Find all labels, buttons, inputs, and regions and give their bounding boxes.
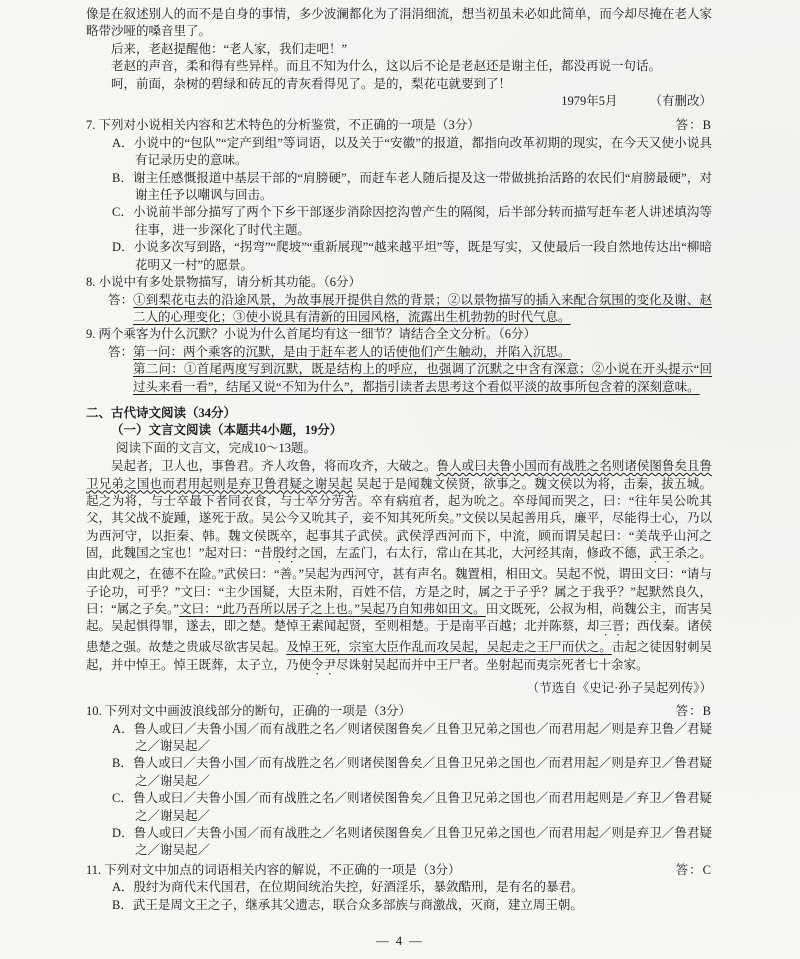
question-10-option-b [86,755,712,790]
passage-segment: 尽诛射吴起而并中王尸者。坐射起而夷宗死者七十余家。 [336,657,649,672]
question-10-option-d [86,825,712,860]
question-8 [86,274,712,326]
passage-segment: 吴起者，卫人也，事鲁君。齐人攻鲁，将而攻齐，大破之。 [111,459,437,474]
question-9-stem: 9. 两个乘客为什么沉默？小说为什么首尾均有这一细节？请结合全文分析。（6分） [86,327,537,342]
question-7-option-a [86,135,712,170]
option-label: D． [112,826,134,841]
passage-segment-dotted: 三晋 [599,619,625,634]
passage-segment-wavy: 鲁人或曰夫鲁小国而有战胜之名则诸侯图鲁矣且鲁卫兄弟之国也而君用起则是弃卫鲁君疑之谢吴起 [86,459,712,491]
option-label: B． [112,756,134,771]
section-2-heading: 二、古代诗文阅读（34分） [86,405,237,420]
question-11-stem: 11. 下列对文中加点的词语相关内容的解说，不正确的一项是（3分） [86,862,461,877]
page-number: — 4 — [376,933,424,948]
option-text: 小说中的“包队”“定产到组”等词语，以及关于“安徽”的报道，都指向改革初期的现实，在今天又使小说具有记录历史的意味。 [133,135,712,168]
question-11-option-b [86,897,712,914]
passage-segment-underlined: 及悼王死，宗室大臣作乱而攻吴起，吴起走之王尸而伏之。 [286,640,612,655]
question-10-stem: 10. 下列对文中画波浪线部分的断句，正确的一项是（3分） [86,704,412,719]
answer-prefix: 答： [108,292,134,307]
story-dateline [86,93,712,110]
question-8-stem: 8. 小说中有多处景物描写，请分析其功能。（6分） [86,275,362,290]
option-label: A． [112,721,134,736]
option-label: D． [112,240,134,255]
option-text: 小说多次写到路，“拐弯”“爬坡”“重新展现”“越来越平坦”等，既是写实，又使最后一段自然地传达出“柳暗花明又一村”的愿景。 [133,240,712,272]
question-10-answer-key: 答：B [675,704,712,719]
question-7-stem: 7. 下列对小说相关内容和艺术特色的分析鉴赏，不正确的一项是（3分） [86,118,480,133]
question-8-answer [86,292,712,327]
question-9 [86,326,712,396]
story-paragraph-1: 像是在叙述别人的而不是自身的事情，多少波澜都化为了涓涓细流，想当初虽未必如此简单，而今却尽掩在老人家略带沙哑的嗓音里了。 [86,7,712,39]
option-text: 鲁人或曰／夫鲁小国／而有战胜之名／则诸侯图鲁矣／且鲁卫兄弟之国也／而君用起／则是弃卫鲁／君疑之／谢吴起／ [133,721,712,754]
question-9-answer-2 [86,361,712,396]
classical-passage [86,458,712,678]
option-label: C． [112,205,134,220]
question-10-option-c [86,790,712,825]
option-label: B． [112,170,134,185]
story-date: 1979年5月 [561,94,618,109]
question-7-answer-key: 答：B [675,118,712,133]
option-text: 鲁人或曰／夫鲁小国／而有战胜之名／则诸侯图鲁矣／且鲁卫兄弟之国也／而君用起则是／弃卫／鲁君疑之／谢吴起／ [133,791,712,823]
option-text: 鲁人或曰／夫鲁小国／而有战胜之名／则诸侯图鲁矣／且鲁卫兄弟之国也／而君用起／则是弃卫／鲁君疑之／谢吴起／ [133,756,712,788]
option-label: B． [112,897,133,912]
question-11 [86,862,712,914]
passage-segment-underlined: 文曰：“此乃吾所以居子之上也。”吴起乃自知弗如田文。 [178,602,486,616]
answer-text: 第一问：两个乘客的沉默，是由于赶车老人的话使他们产生触动，并陷入沉思。 [133,344,571,359]
question-7-option-d [86,239,712,274]
answer-prefix: 答： [108,344,134,359]
passage-segment: 田文既死，公叔为相，尚魏公主，而害吴起。吴起惧得罪，遂去，即之楚。楚悼王素闻起贤，至则相楚。于是南平百越；北并陈蔡，却 [86,602,712,634]
passage-segment-dotted: 殷纣 [272,546,298,561]
story-paragraph-4: 呵，前面，杂树的碧绿和砖瓦的青灰看得见了。是的，梨花屯就要到了！ [111,76,512,91]
option-text: 殷纣为商代末代国君，在位期间统治失控，好酒淫乐，暴敛酷刑，是有名的暴君。 [133,880,584,895]
passage-segment: ；西伐秦。诸侯患楚之强。故楚之贵戚尽欲害吴起。 [86,619,712,655]
story-paragraph-2: 后来，老赵提醒他：“老人家，我们走吧！” [111,41,348,56]
option-text: 小说前半部分描写了两个下乡干部逐步消除因挖沟曾产生的隔阂，后半部分转而描写赶车老人讲述填沟等往事，进一步深化了时代主题。 [133,205,712,237]
question-10 [86,703,712,860]
section-2-subheading: （一）文言文阅读（本题共4小题，19分） [111,423,343,438]
passage-segment: 吴起于是闻魏文侯贤，欲事之。魏文侯以为将，击秦，拔五城。起之为将，与士卒最下者同衣食，与士卒分劳苦。卒有病疽者，起为吮之。卒母闻而哭之，曰：“往年吴公吮其父，其父战不旋踵，遂死于敌。吴公今又吮其子，妾不知其死所矣。”文侯以吴起善用兵，廉平，尽能得士心，乃以为西河守，以拒秦、韩。魏文侯既卒，起事其子武侯。武侯浮西河而下，中流，顾而谓吴起曰：“美哉乎山河之固，此魏国之宝也！”起对曰：“昔 [86,476,712,561]
question-7-option-c [86,204,712,239]
option-text: 鲁人或曰／夫鲁小国／而有战胜之／名则诸侯图鲁矣／且鲁卫兄弟之国也／而君用起／则是弃卫／鲁君疑之／谢吴起／ [133,826,712,858]
passage-segment: 杀之。由此观之，在德不在险。”武侯曰：“善。”吴起为西河守，甚有声名。魏置相，相田文。吴起不悦，谓田文曰：“请与子论功，可乎？”文曰：“主少国疑，大臣未附，百姓不信，方是之时，属之于子乎？属之于我乎？”起默然良久，曰：“属之子矣。” [86,546,712,616]
passage-segment-dotted: 武王 [649,546,675,561]
passage-source: （节选自《史记·孙子吴起列传》） [526,680,712,695]
passage-segment: 击起之徒因射刺吴起，并中悼王。悼王既葬，太子立，乃使 [86,640,712,672]
option-label: A． [112,880,134,895]
story-paragraph-3: 老赵的声音，柔和得有些异样。而且不知为什么，这以后不论是老赵还是谢主任，都没再说一句话。 [111,59,662,74]
option-label: A． [112,135,134,150]
story-edit-note: （有删改） [649,94,712,109]
option-label: C． [112,791,134,806]
section-2-instruction: 阅读下面的文言文，完成10～13题。 [116,440,317,455]
option-text: 武王是周文王之子，继承其父遗志，联合众多部族与商激战，灭商，建立周王朝。 [132,897,583,912]
option-text: 谢主任感慨报道中基层干部的“肩膀硬”，而赶车老人随后提及这一带做挑抬活路的农民们“肩膀最硬”，对谢主任予以嘲讽与回击。 [133,170,712,203]
question-7-option-b [86,170,712,205]
question-9-answer-1 [86,344,712,361]
question-11-answer-key: 答：C [675,862,712,877]
passage-segment-dotted: 令尹 [311,657,337,672]
passage-segment: 之国，左孟门，右太行，常山在其北，大河经其南，修政不德， [297,546,650,561]
question-7 [86,117,712,274]
question-10-option-a [86,721,712,756]
answer-text: 第二问：①首尾两度写到沉默，既是结构上的呼应，也强调了沉默之中含有深意；②小说在开头提示“回过头来看一看”，结尾又说“不知为什么”，都指引读者去思考这个看似平淡的故事所包含着的深刻意味。 [133,362,712,394]
question-11-option-a [86,879,712,896]
answer-text: ①到梨花屯去的沿途风景，为故事展开提供自然的背景；②以景物描写的插入来配合氛围的变化及谢、赵二人的心理变化；③使小说具有清新的田园风格，流露出生机勃勃的时代气息。 [133,292,712,324]
